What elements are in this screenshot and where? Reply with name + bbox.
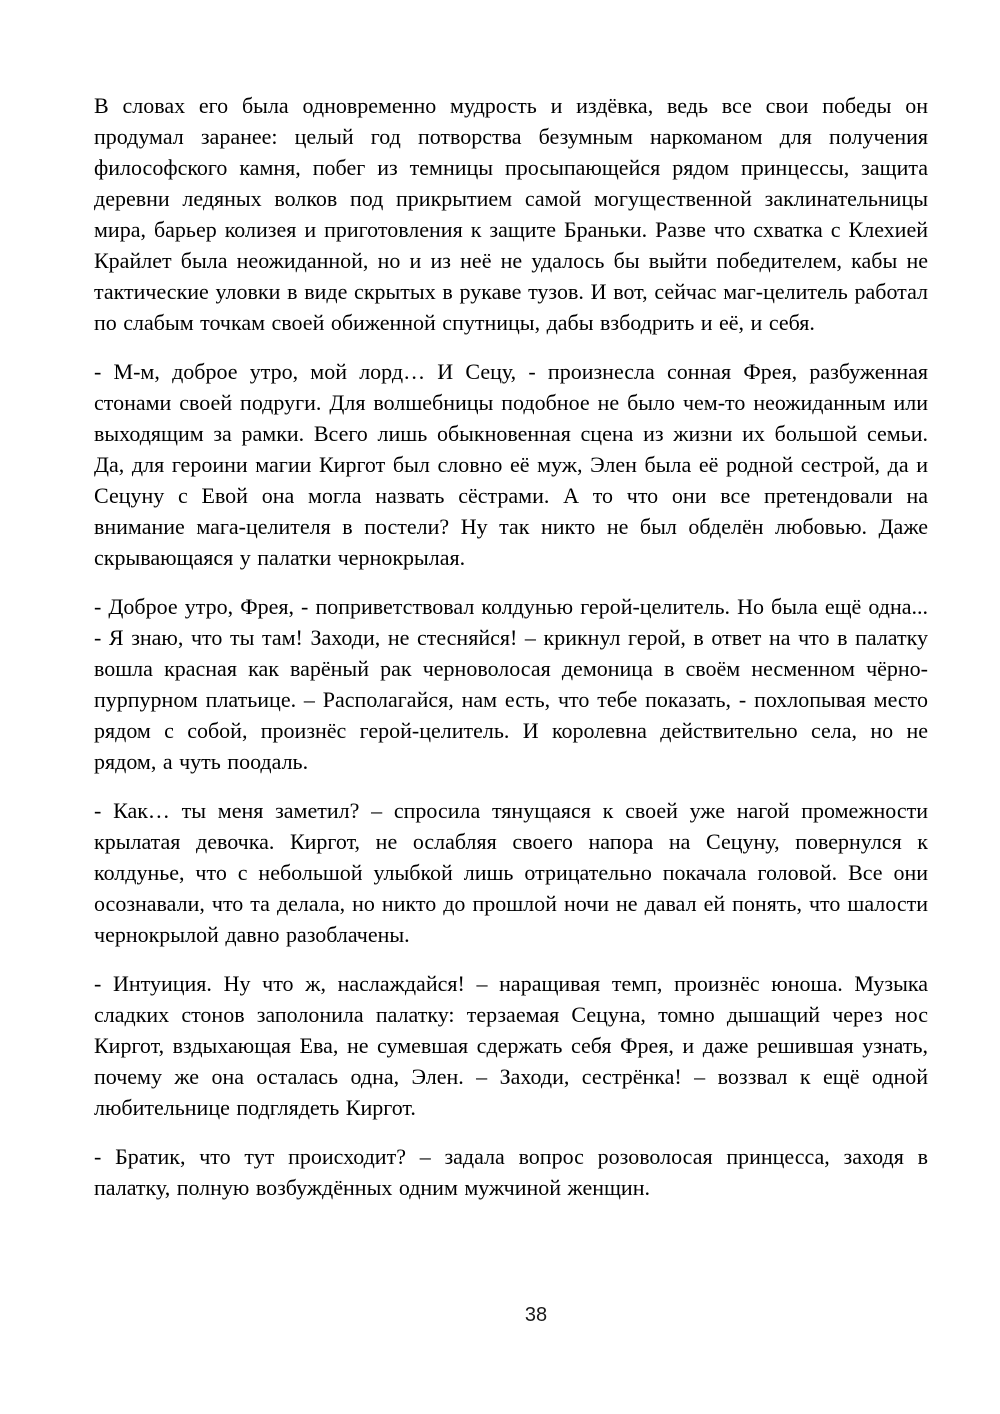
paragraph-4: - Как… ты меня заметил? – спросила тянущаяся к своей уже нагой промежности крылатая девочка. Киргот, не ослабляя своего напора на Сецуну, повернулся к колдунье, что с небольшой улыбкой лишь отрицательно покачала головой. Все они осознавали, что та делала, но никто до прошлой ночи не давал ей понять, что шалости чернокрылой давно разоблачены. [94, 798, 928, 947]
paragraph-1: В словах его была одновременно мудрость и издёвка, ведь все свои победы он продумал заранее: целый год потворства безумным наркоманом для получения философского камня, побег из темницы просыпающейся рядом принцессы, защита деревни ледяных волков под прикрытием самой могущественной заклинательницы мира, барьер колизея и приготовления к защите Браньки. Разве что схватка с Клехией Крайлет была неожиданной, но и из неё не удалось бы выйти победителем, кабы не тактические уловки в виде скрытых в рукаве тузов. И вот, сейчас маг-целитель работал по слабым точкам своей обиженной спутницы, дабы взбодрить и её, и себя. [94, 93, 928, 335]
paragraph-2: - М-м, доброе утро, мой лорд… И Сецу, - произнесла сонная Фрея, разбуженная стонами своей подруги. Для волшебницы подобное не было чем-то неожиданным или выходящим за рамки. Всего лишь обыкновенная сцена из жизни их большой семьи. Да, для героини магии Киргот был словно её муж, Элен была её родной сестрой, да и Сецуну с Евой она могла назвать сёстрами. А то что они все претендовали на внимание мага-целителя в постели? Ну так никто не был обделён любовью. Даже скрывающаяся у палатки чернокрылая. [94, 359, 928, 570]
paragraph-3: - Доброе утро, Фрея, - поприветствовал колдунью герой-целитель. Но была ещё одна... - Я знаю, что ты там! Заходи, не стесняйся! – крикнул герой, в ответ на что в палатку вошла красная как варёный рак черноволосая демоница в своём несменном чёрно-пурпурном платьице. – Располагайся, нам есть, что тебе показать, - похлопывая место рядом с собой, произнёс герой-целитель. И королевна действительно села, но не рядом, а чуть поодаль. [94, 594, 928, 774]
text-block [94, 90, 928, 1221]
paragraph-6: - Братик, что тут происходит? – задала вопрос розоволосая принцесса, заходя в палатку, полную возбуждённых одним мужчиной женщин. [94, 1144, 928, 1200]
page-number: 38 [524, 1304, 548, 1326]
paragraph-5: - Интуиция. Ну что ж, наслаждайся! – наращивая темп, произнёс юноша. Музыка сладких стонов заполонила палатку: терзаемая Сецуна, томно дышащий через нос Киргот, вздыхающая Ева, не сумевшая сдержать себя Фрея, и даже решившая узнать, почему же она осталась одна, Элен. – Заходи, сестрёнка! – воззвал к ещё одной любительнице подглядеть Киргот. [94, 971, 928, 1120]
